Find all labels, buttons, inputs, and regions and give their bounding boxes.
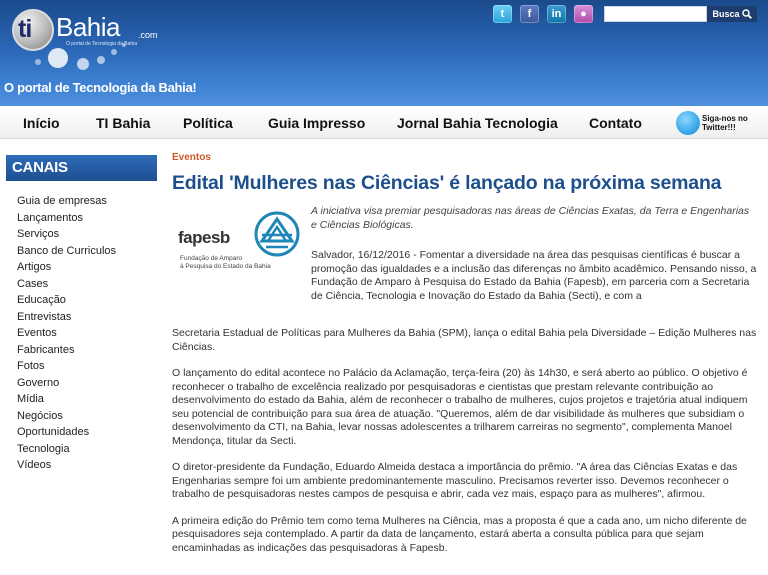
sidebar-item-governo[interactable]: Governo [17,376,60,389]
sidebar-item-educacao[interactable]: Educação [17,294,66,306]
sidebar-item-fabricantes[interactable]: Fabricantes [17,343,75,356]
search-button-label: Busca [712,9,740,19]
nav-item-guia-impresso[interactable]: Guia Impresso [268,115,366,131]
article-paragraph-1a: Salvador, 16/12/2016 - Fomentar a diversidade na área das pesquisas científicas é buscar a promoção das igualdades e a inclusão das diferenças no âmbito acadêmico. Pensando nisso, a Fundação de Amparo à Pesquisa do Estado da Bahia (Fapesb), em parceria com a Secretaria de Ciência, Tecnologia e Inovação do Estado da Bahia (Secti), e com a [311,249,757,302]
flickr-icon[interactable]: ● [574,5,593,23]
sidebar-item-fotos[interactable]: Fotos [17,360,45,372]
article-lead: A iniciativa visa premiar pesquisadoras nas áreas de Ciências Exatas, da Terra e Engenharias e Ciências Biológicas. [311,205,750,231]
search-button[interactable] [707,6,757,22]
nav-item-ti-bahia[interactable]: TI Bahia [96,115,151,131]
article-paragraph-3: O diretor-presidente da Fundação, Eduardo Almeida destaca a importância do prêmio. "A área das Ciências Exatas e das Engenharias sempre foi um ambiente predominantemente masculino. Precisamos reverter isso. Devemos reconhecer o trabalho de pesquisadoras nestes campos de pesquisa e abrir, cada vez mais, espaço para as mulheres", afirmou. [172,461,738,500]
sidebar-item-artigos[interactable]: Artigos [17,261,52,273]
nav-item-contato[interactable]: Contato [589,115,642,131]
article [172,152,757,555]
canais-header: CANAIS [6,155,157,181]
fapesb-subtitle-line-1: Fundação de Amparo [180,255,243,262]
article-title: Edital 'Mulheres nas Ciências' é lançado na próxima semana [172,172,722,194]
nav-item-jornal[interactable]: Jornal Bahia Tecnologia [397,115,558,131]
search-input[interactable] [604,6,707,22]
sidebar-item-servicos[interactable]: Serviços [17,228,60,240]
search-form [604,6,757,22]
nav-item-politica[interactable]: Política [183,115,233,131]
fapesb-subtitle [180,255,271,271]
social-links [493,5,593,23]
logo-com-text: .com [138,30,158,40]
sidebar-item-tecnologia[interactable]: Tecnologia [17,442,70,455]
logo-ti-text: ti [18,15,32,43]
sidebar-item-videos[interactable]: Vídeos [17,459,52,471]
article-paragraph-2: O lançamento do edital acontece no Palácio da Aclamação, terça-feira (20) às 14h30, e será aberto ao público. O objetivo é reconhecer o trabalho de excelência realizado por pesquisadoras e cientistas que prestam relevante contribuição ao desenvolvimento do estado da Bahia, além de reconhecer o trabalho de mulheres, cujos projetos e trajetória atual indiquem seu potencial de contribuição para sua área de atuação. "Queremos, além de dar visibilidade às mulheres que subsidiam o desenvolvimento da CTI, na Bahia, levar nossas adolescentes a trilharem carreiras no segmento", complementa Manoel Mendonça, titular da Secti. [172,367,748,447]
canais-list [17,193,116,474]
twitter-follow-badge[interactable] [676,110,748,136]
sidebar-item-eventos[interactable]: Eventos [17,327,57,339]
facebook-icon[interactable]: f [520,5,539,23]
sidebar-item-negocios[interactable]: Negócios [17,409,63,422]
follow-text [702,114,748,132]
portal-tagline: O portal de Tecnologia da Bahia! [4,80,197,95]
nav-item-inicio[interactable]: Início [23,115,60,131]
twitter-icon[interactable]: t [493,5,512,23]
site-header [0,0,768,106]
linkedin-icon[interactable]: in [547,5,566,23]
fapesb-mark-icon [254,211,300,257]
sidebar-item-midia[interactable]: Mídia [17,393,44,405]
article-paragraph-4: A primeira edição do Prêmio tem como tema Mulheres na Ciência, mas a proposta é que a cada ano, um nicho diferente de pesquisadores seja contemplado. A partir da data de lançamento, estará aberta a consulta pública para que sejam encaminhadas as indicações das pesquisadoras à Fapesb. [172,514,747,554]
fapesb-logo [176,211,304,277]
twitter-bird-icon [676,111,700,135]
follow-line-2: Twitter!!! [702,123,736,132]
article-paragraph-1b: Secretaria Estadual de Políticas para Mulheres da Bahia (SPM), lança o edital Bahia pela Diversidade – Edição Mulheres nas Ciências. [172,327,757,353]
main-nav [0,106,768,139]
logo-small-tagline: O portal de Tecnologia da Bahia [66,41,138,47]
article-lead-row [172,205,757,355]
sidebar-item-cases[interactable]: Cases [17,277,49,290]
sidebar-item-lancamentos[interactable]: Lançamentos [17,211,84,224]
sidebar-item-oportunidades[interactable]: Oportunidades [17,426,90,438]
sidebar-item-guia-de-empresas[interactable]: Guia de empresas [17,195,107,207]
fapesb-wordmark: fapesb [178,228,230,247]
article-category[interactable]: Eventos [172,152,211,163]
follow-line-1: Siga-nos no [702,114,748,123]
sidebar-item-entrevistas[interactable]: Entrevistas [17,310,72,323]
fapesb-subtitle-line-2: à Pesquisa do Estado da Bahia [180,263,271,270]
site-logo[interactable] [10,6,160,56]
logo-bahia-text: Bahia [56,12,120,42]
sidebar-item-banco-de-curriculos[interactable]: Banco de Curriculos [17,244,117,257]
magnifier-icon [742,9,752,19]
